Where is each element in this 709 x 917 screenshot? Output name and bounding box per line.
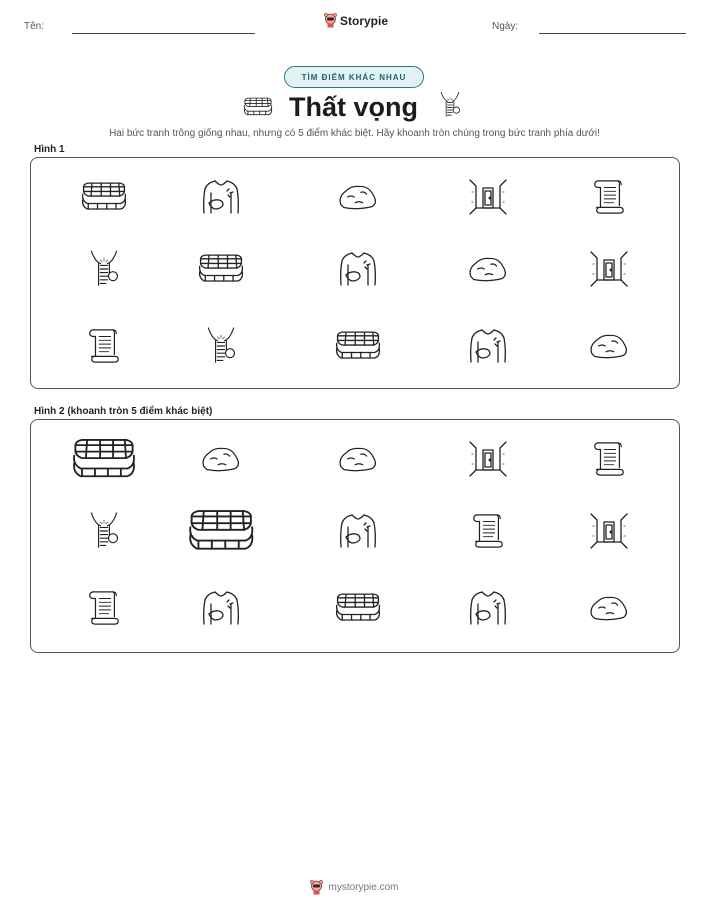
chest-pain-icon [201, 178, 241, 216]
picture-1-label: Hình 1 [34, 144, 65, 155]
blanket-icon [242, 96, 274, 123]
date-label: Ngày: [492, 21, 519, 32]
rock-icon[interactable] [338, 445, 378, 473]
blanket-icon [79, 181, 129, 213]
scroll-icon [86, 326, 122, 366]
scroll-icon[interactable] [86, 588, 122, 628]
activity-badge [284, 66, 424, 88]
storypie-mascot-icon [324, 13, 337, 28]
name-field[interactable] [72, 33, 255, 34]
rock-icon[interactable] [201, 445, 241, 473]
storypie-mascot-icon [310, 880, 323, 895]
door-room-icon [589, 250, 629, 288]
throat-icon [203, 326, 239, 366]
scroll-icon[interactable] [591, 439, 627, 479]
blanket-icon[interactable] [185, 508, 258, 554]
brand-name: Storypie [340, 13, 389, 28]
blanket-icon [196, 253, 246, 285]
door-room-icon[interactable] [468, 440, 508, 478]
chest-pain-icon[interactable] [201, 589, 241, 627]
page-title: Thất vọng [289, 92, 418, 122]
throat-icon [437, 91, 463, 124]
blanket-icon[interactable] [69, 437, 139, 482]
door-room-icon [468, 178, 508, 216]
rock-icon [338, 183, 378, 211]
chest-pain-icon[interactable] [468, 589, 508, 627]
chest-pain-icon[interactable] [338, 512, 378, 550]
instructions-text: Hai bức tranh trông giống nhau, nhưng có 5 điểm khác biệt. Hãy khoanh tròn chúng trong bức tranh phía dưới! [109, 128, 600, 139]
name-label: Tên: [24, 21, 45, 32]
activity-badge-text: TÌM ĐIỂM KHÁC NHAU [301, 72, 407, 82]
footer-url: mystorypie.com [328, 882, 399, 893]
picture-1-frame [30, 157, 680, 389]
scroll-icon[interactable] [470, 511, 506, 551]
chest-pain-icon [338, 250, 378, 288]
rock-icon [589, 332, 629, 360]
door-room-icon[interactable] [589, 512, 629, 550]
date-field[interactable] [539, 33, 686, 34]
brand-logo [324, 13, 388, 28]
worksheet-header [0, 0, 709, 50]
picture-2-label: Hình 2 (khoanh tròn 5 điểm khác biệt) [34, 406, 213, 417]
footer [0, 880, 709, 895]
chest-pain-icon [468, 327, 508, 365]
throat-icon[interactable] [86, 511, 122, 551]
throat-icon [86, 249, 122, 289]
rock-icon [468, 255, 508, 283]
picture-2-frame[interactable] [30, 419, 680, 653]
blanket-icon [333, 330, 383, 362]
scroll-icon [591, 177, 627, 217]
blanket-icon[interactable] [333, 592, 383, 624]
rock-icon[interactable] [589, 594, 629, 622]
